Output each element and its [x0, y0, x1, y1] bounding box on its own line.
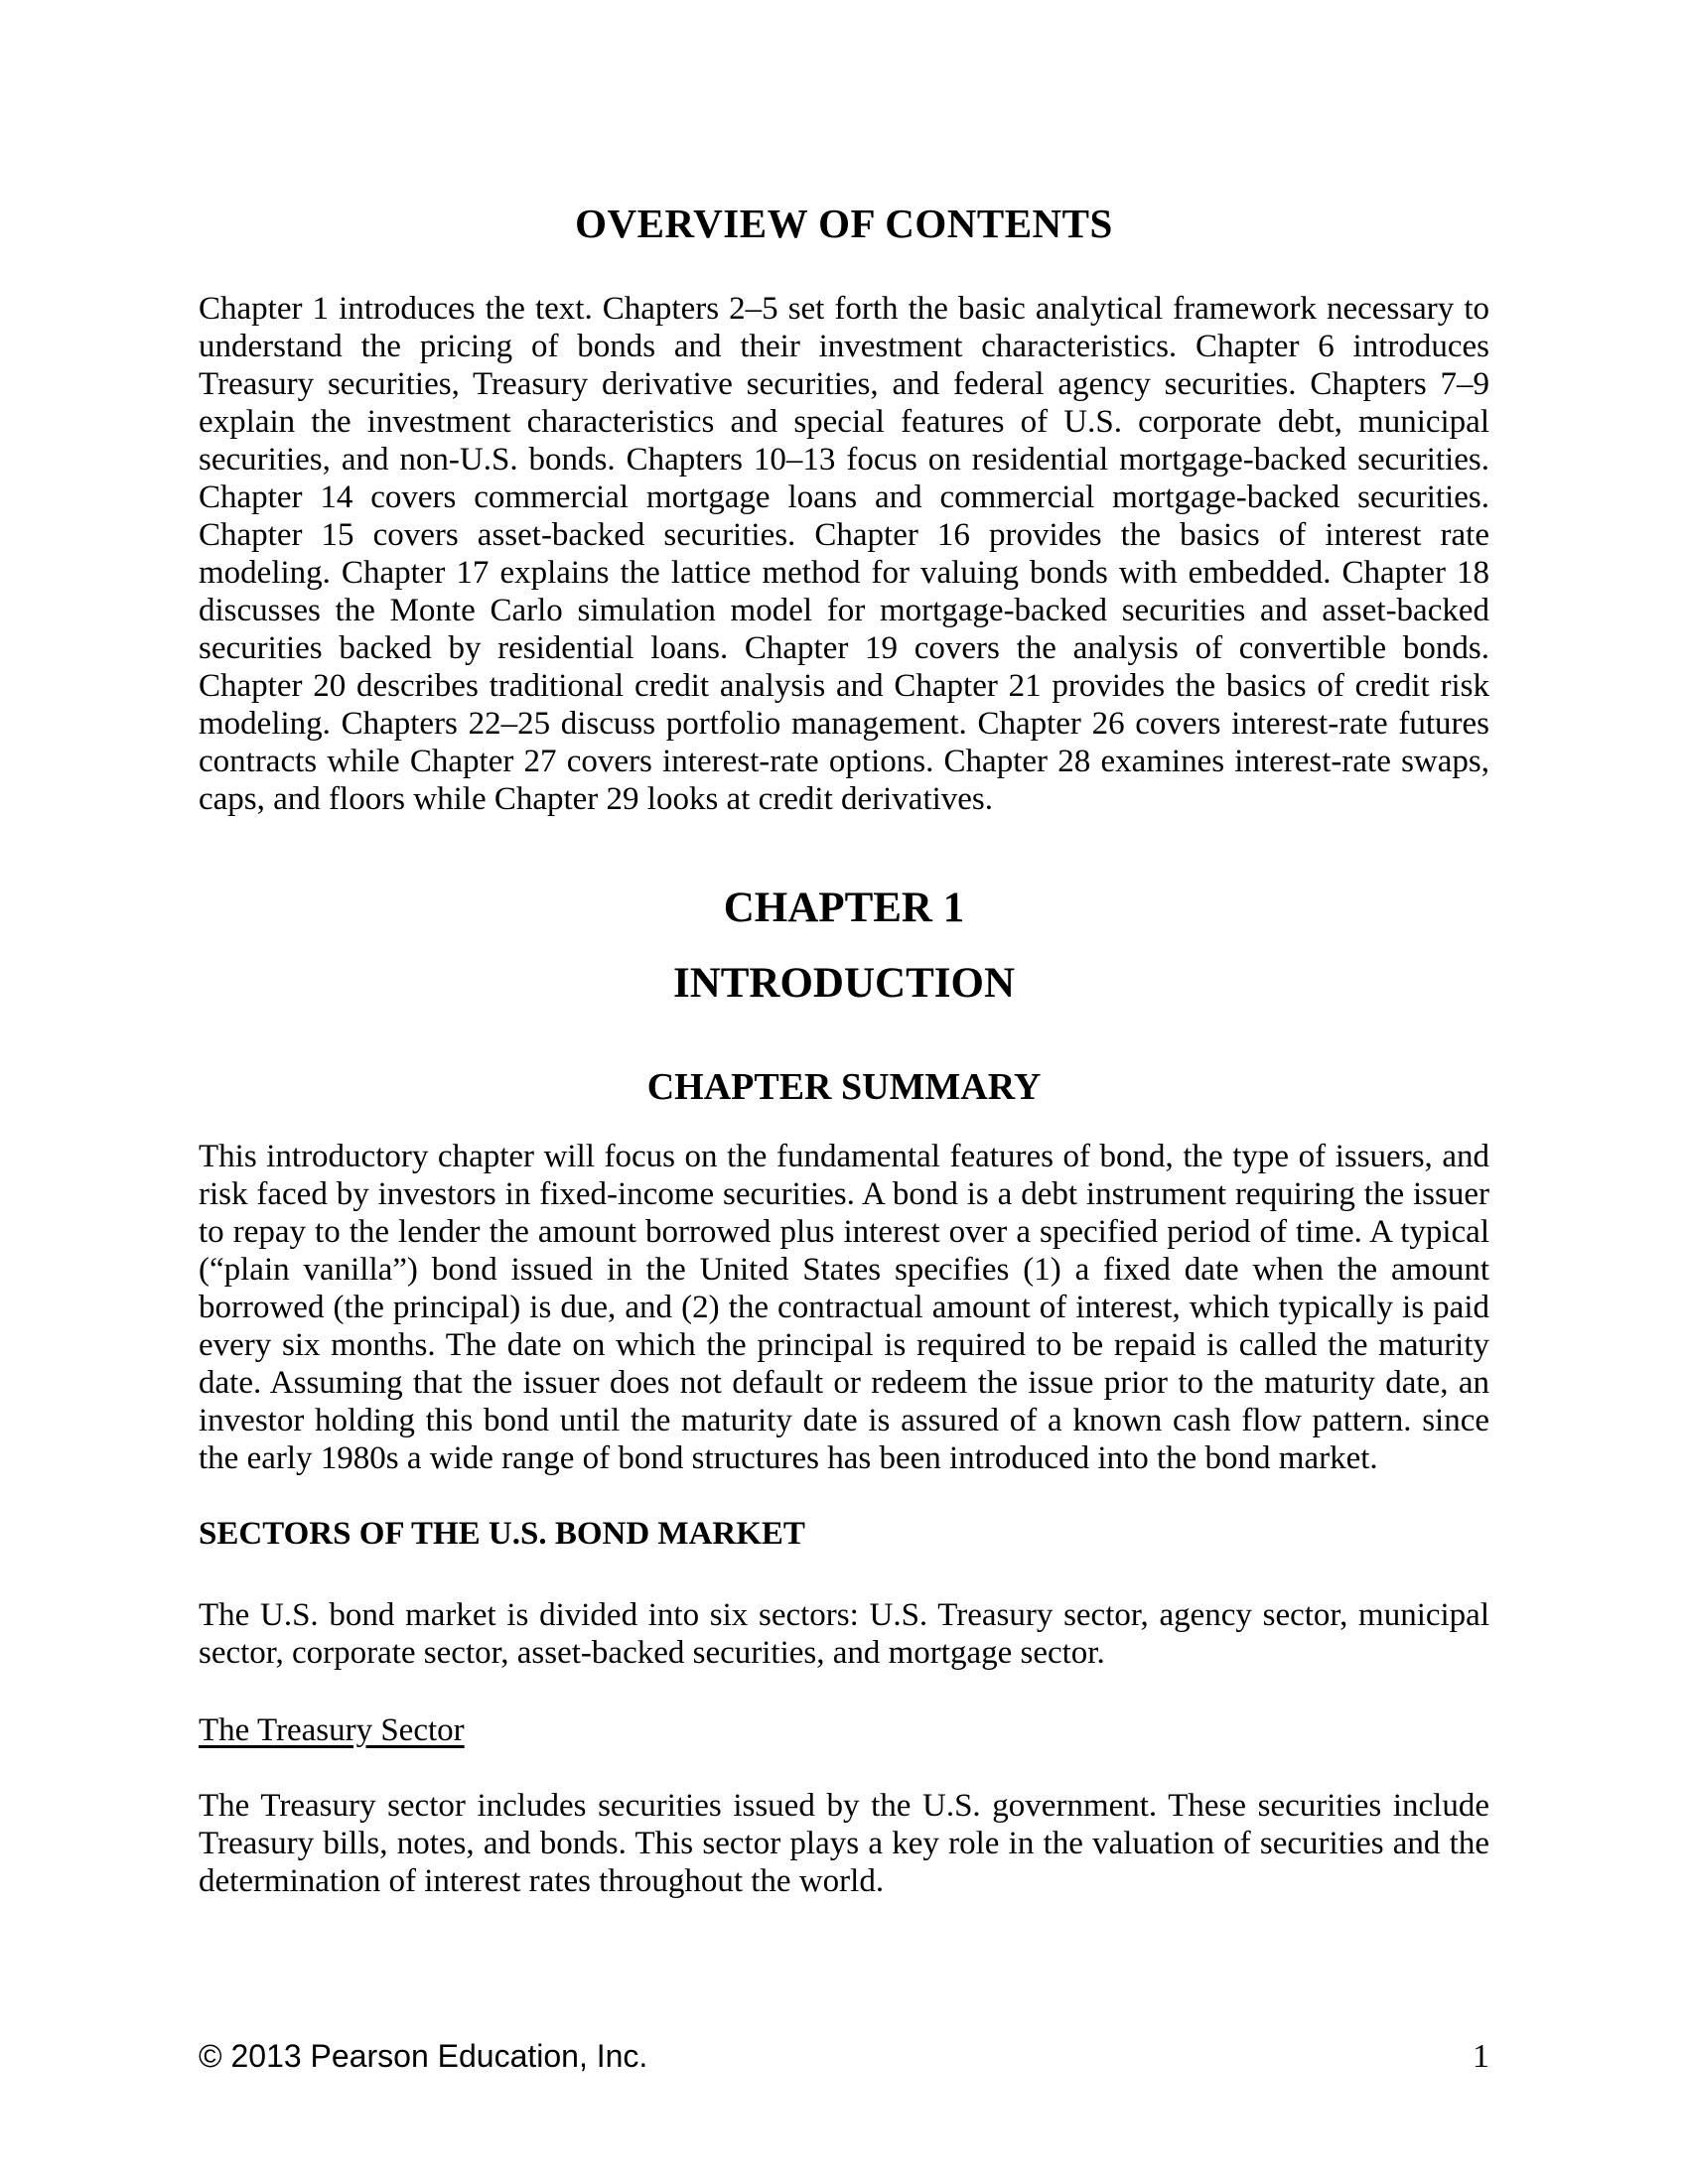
- copyright-notice: © 2013 Pearson Education, Inc.: [199, 2038, 648, 2074]
- chapter-heading: CHAPTER 1: [723, 885, 965, 931]
- page-content: [199, 0, 1489, 1900]
- chapter-title-heading: INTRODUCTION: [672, 960, 1016, 1007]
- summary-paragraph: This introductory chapter will focus on the fundamental features of bond, the type of issuers, and risk faced by investors in fixed-income securities. A bond is a debt instrument requiring the issuer to repay to the lender the amount borrowed plus interest over a specified period of time. A typical (“plain vanilla”) bond issued in the United States specifies (1) a fixed date when the amount borrowed (the principal) is due, and (2) the contractual amount of interest, which typically is paid every six months. The date on which the principal is required to be repaid is called the maturity date. Assuming that the issuer does not default or redeem the issue prior to the maturity date, an investor holding this bond until the maturity date is assured of a known cash flow pattern. since the early 1980s a wide range of bond structures has been introduced into the bond market.: [199, 1139, 1489, 1476]
- page-footer: [199, 2037, 1489, 2076]
- document-title: OVERVIEW OF CONTENTS: [575, 201, 1113, 246]
- sectors-section-heading: SECTORS OF THE U.S. BOND MARKET: [199, 1516, 805, 1552]
- treasury-subsection-heading: The Treasury Sector: [199, 1712, 465, 1748]
- page-number: 1: [1473, 2038, 1489, 2075]
- chapter-summary-heading: CHAPTER SUMMARY: [646, 1066, 1042, 1108]
- treasury-paragraph: The Treasury sector includes securities issued by the U.S. government. These securities include Treasury bills, notes, and bonds. This sector plays a key role in the valuation of securities and the determination of interest rates throughout the world.: [199, 1788, 1489, 1899]
- sectors-paragraph: The U.S. bond market is divided into six sectors: U.S. Treasury sector, agency sector, municipal sector, corporate sector, asset-backed securities, and mortgage sector.: [199, 1597, 1489, 1671]
- overview-paragraph: Chapter 1 introduces the text. Chapters 2–5 set forth the basic analytical framework necessary to understand the pricing of bonds and their investment characteristics. Chapter 6 introduces Treasury securities, Treasury derivative securities, and federal agency securities. Chapters 7–9 explain the investment characteristics and special features of U.S. corporate debt, municipal securities, and non-U.S. bonds. Chapters 10–13 focus on residential mortgage-backed securities. Chapter 14 covers commercial mortgage loans and commercial mortgage-backed securities. Chapter 15 covers asset-backed securities. Chapter 16 provides the basics of interest rate modeling. Chapter 17 explains the lattice method for valuing bonds with embedded. Chapter 18 discusses the Monte Carlo simulation model for mortgage-backed securities and asset-backed securities backed by residential loans. Chapter 19 covers the analysis of convertible bonds. Chapter 20 describes traditional credit analysis and Chapter 21 provides the basics of credit risk modeling. Chapters 22–25 discuss portfolio management. Chapter 26 covers interest-rate futures contracts while Chapter 27 covers interest-rate options. Chapter 28 examines interest-rate swaps, caps, and floors while Chapter 29 looks at credit derivatives.: [199, 291, 1489, 817]
